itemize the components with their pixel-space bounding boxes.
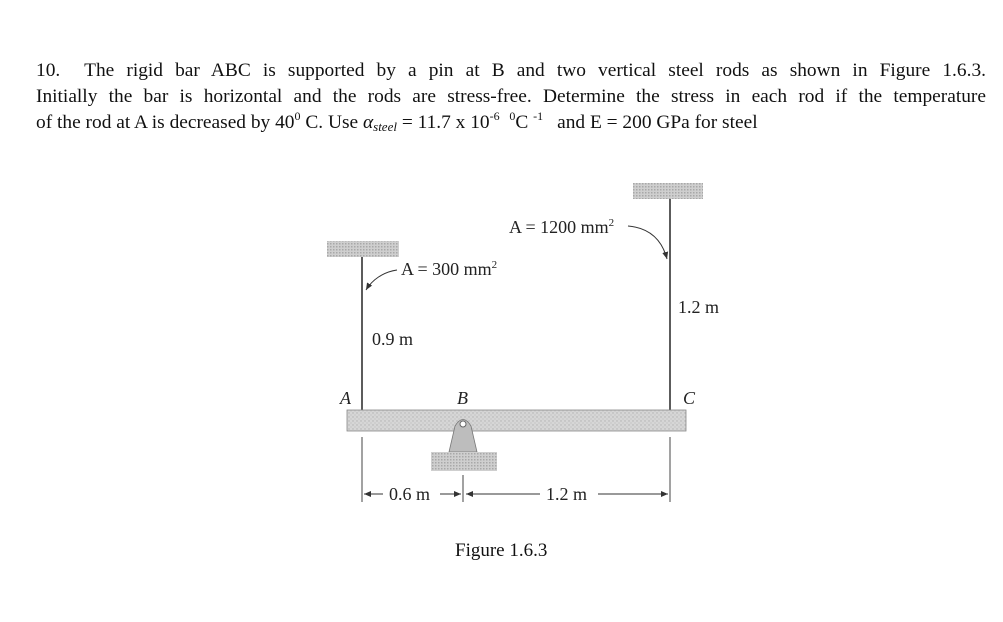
figure-caption: Figure 1.6.3 xyxy=(455,540,548,561)
problem-number: 10. xyxy=(36,60,61,81)
pin-support-B xyxy=(449,420,477,453)
area-label-right: A = 1200 $mm^2$ xyxy=(509,217,615,237)
dimension-label-left: 0.6 m xyxy=(389,484,431,504)
point-label-C: C xyxy=(683,388,696,408)
length-label-right: 1.2 m xyxy=(678,297,720,317)
alpha-subscript: steel xyxy=(373,119,397,134)
area-label-left: A = 300 $mm^2$ xyxy=(401,259,498,279)
point-label-B: B xyxy=(457,388,468,408)
problem-line-2: Initially the bar is horizontal and the rods are stress-free. Determine the stress in each rod if the temperature xyxy=(36,86,986,107)
length-label-left: 0.9 m xyxy=(372,329,414,349)
material-note: and E = 200 GPa for steel xyxy=(557,112,758,133)
pin-base xyxy=(431,452,497,471)
point-label-A: A xyxy=(340,388,351,408)
right-ceiling-support xyxy=(633,183,703,199)
leader-left-area xyxy=(366,270,397,290)
pin-B xyxy=(460,421,466,427)
dimension-label-right: 1.2 m xyxy=(546,484,588,504)
alpha-symbol: α xyxy=(362,112,374,133)
problem-statement xyxy=(36,58,986,136)
rigid-bar-ABC xyxy=(347,410,686,431)
problem-line-1: 10. The rigid bar ABC is supported by a pin at B and two vertical steel rods as shown in Figure 1.6.3. xyxy=(36,60,986,81)
leader-right-area xyxy=(628,226,667,259)
left-ceiling-support xyxy=(327,241,399,257)
problem-line-3: of the rod at A is decreased by $40^0$ C. Use $\alpha_{steel} = 11.7$ x $10^{-6}$ $^0$C $^{-1}$ and E = 200 GPa for steel xyxy=(36,109,758,134)
